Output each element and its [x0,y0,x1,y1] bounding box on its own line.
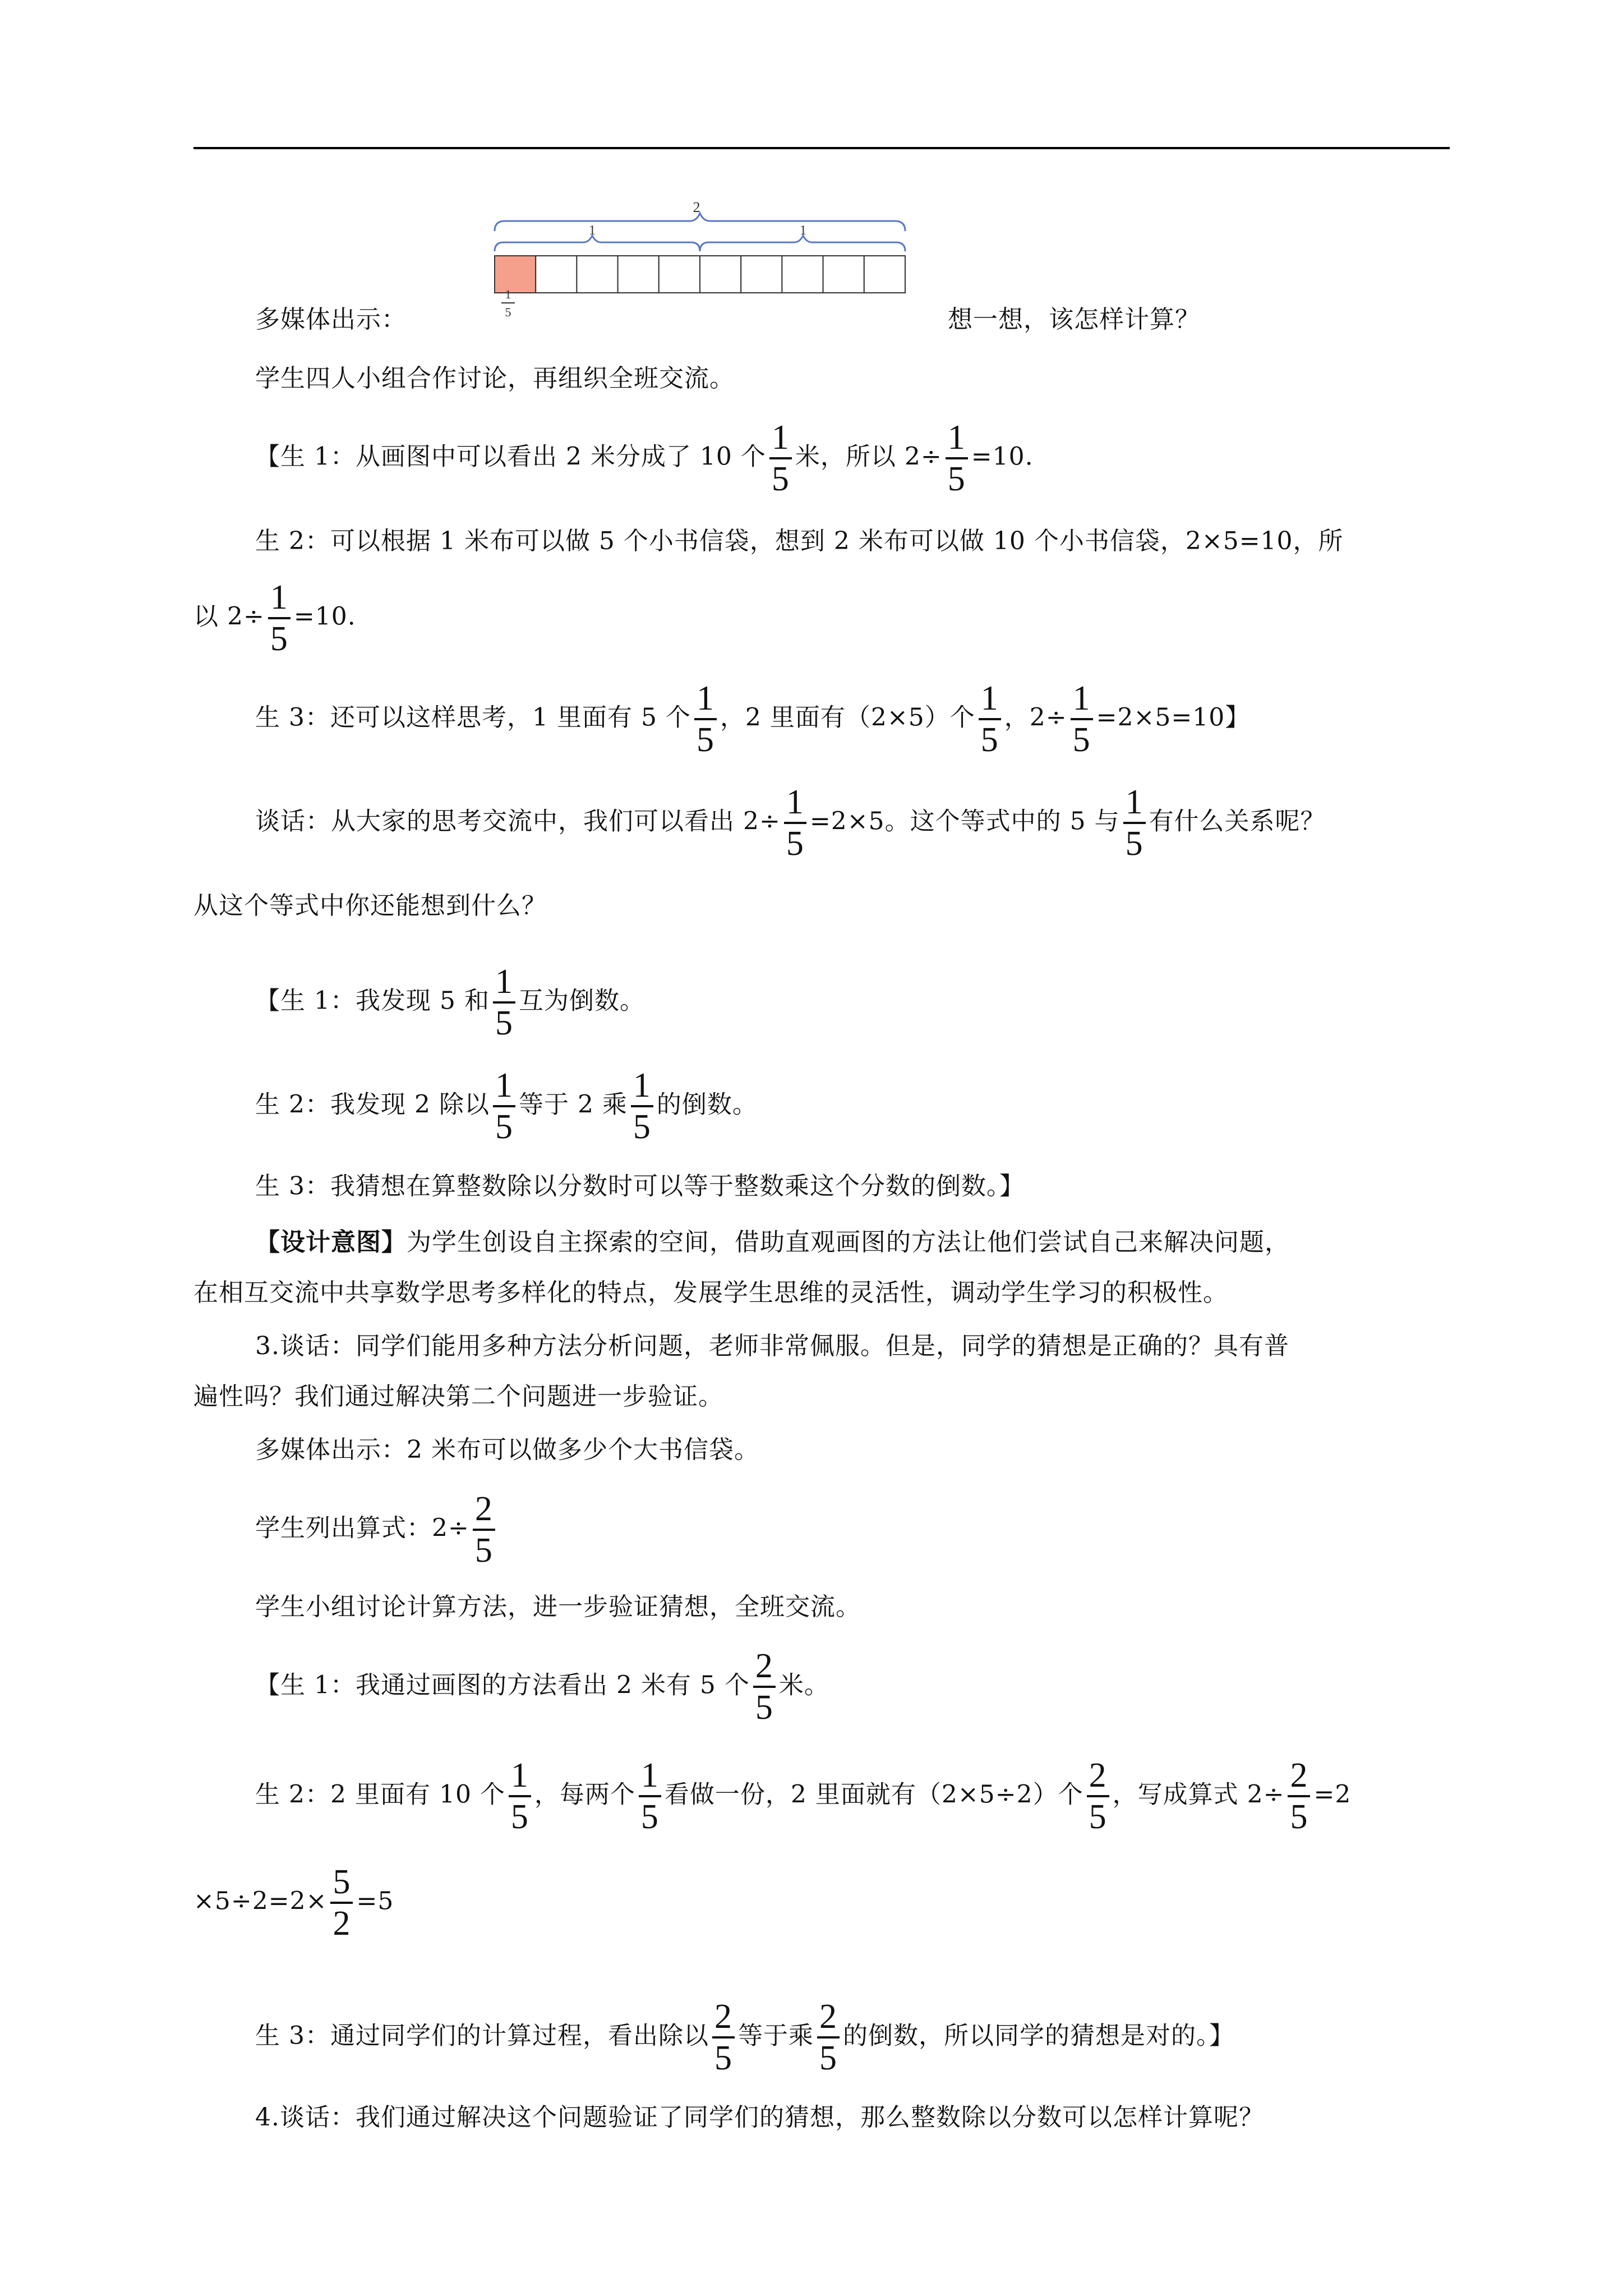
text: 多媒体出示：2 米布可以做多少个大书信袋。 [255,1435,759,1464]
text: =2 [1313,1780,1352,1809]
denominator: 5 [270,620,288,658]
text-line [255,1066,758,1147]
text: 有什么关系呢？ [1149,807,1326,836]
text-line [255,1433,759,1467]
text-line [193,1862,394,1943]
text-line [193,889,547,923]
denominator: 5 [474,1531,493,1570]
text-line [255,1226,1290,1259]
denominator: 5 [1125,825,1144,863]
text: 【生 1：我通过画图的方法看出 2 米有 5 个 [255,1671,750,1700]
denominator: 5 [714,2039,732,2077]
denominator: 5 [819,2039,837,2077]
text: ，写成算式 2÷ [1112,1780,1285,1809]
bar-segment [823,256,864,293]
text: 生 3：我猜想在算整数除以分数时可以等于整数乘这个分数的倒数。】 [255,1172,1025,1200]
text: 米，所以 2÷ [795,442,942,471]
denominator: 2 [333,1904,351,1943]
header-rule [193,147,1450,149]
numerator: 1 [946,418,968,459]
denominator: 5 [980,721,999,759]
fraction-bar-diagram [488,202,914,331]
text: 学生四人小组合作讨论，再组织全班交流。 [255,364,735,393]
text: =5 [356,1887,394,1916]
text: 3.谈话：同学们能用多种方法分析问题，老师非常佩服。但是，同学的猜想是正确的？具有普 [255,1332,1289,1360]
text: 生 2：可以根据 1 米布可以做 5 个小书信袋，想到 2 米布可以做 10 个小书信袋，2×5=10，所 [255,527,1344,555]
numerator: 2 [817,1997,840,2039]
half-label-2: 1 [800,223,806,238]
fraction [1288,1756,1310,1837]
text: 的倒数，所以同学的猜想是对的。】 [842,2021,1234,2050]
text: 生 2：我发现 2 除以 [255,1090,490,1119]
numerator: 1 [509,1756,531,1797]
denominator: 5 [495,1108,513,1146]
text: ，2 里面有（2×5）个 [720,703,975,732]
numerator: 1 [784,783,806,824]
text: 生 2：2 里面有 10 个 [255,1780,505,1809]
denominator: 5 [510,1798,529,1836]
text: 从这个等式中你还能想到什么？ [193,891,547,920]
bar-segment [700,256,741,293]
fraction [509,1756,531,1837]
fraction [784,783,806,863]
fraction [330,1862,353,1943]
fraction [694,679,717,760]
text-line [255,362,735,395]
text: ×5÷2=2× [193,1887,328,1916]
bar-segment [536,256,577,293]
bar-segment [618,256,659,293]
text-line [255,1489,499,1570]
text-line [255,1646,829,1727]
text: 互为倒数。 [518,986,645,1015]
text: 等于 2 乘 [518,1090,628,1119]
fraction [979,679,1001,760]
text-line [948,303,1200,337]
fraction [268,578,291,659]
half-label-1: 1 [589,223,596,238]
text-line [255,303,407,337]
text-line [255,1329,1289,1363]
text: =10. [293,602,356,631]
denominator: 5 [947,460,966,498]
numerator: 2 [712,1997,735,2039]
numerator: 1 [639,1756,661,1797]
bar-segment [495,256,536,293]
numerator: 2 [1087,1756,1109,1797]
text: 学生小组讨论计算方法，进一步验证猜想，全班交流。 [255,1593,861,1621]
text: 【生 1：我发现 5 和 [255,986,490,1015]
denominator: 5 [640,1798,659,1836]
half-brace-2 [700,236,905,251]
fraction [946,418,968,499]
total-brace [495,213,905,231]
denominator: 5 [755,1688,773,1727]
text-line [193,1276,1228,1310]
numerator: 1 [979,679,1001,720]
bar-segments [495,256,905,293]
text: 学生列出算式：2÷ [255,1513,469,1543]
text: =2×5。这个等式中的 5 与 [809,807,1120,836]
bar-segment [782,256,823,293]
design-intent-heading: 【设计意图】 [255,1228,407,1257]
text: 在相互交流中共享数学思考多样化的特点，发展学生思维的灵活性，调动学生学习的积极性。 [193,1278,1228,1307]
text-line [255,1997,1234,2078]
denominator: 5 [786,825,804,863]
bar-segment [577,256,617,293]
total-label: 2 [693,202,700,215]
numerator: 1 [268,578,291,619]
numerator: 5 [330,1862,353,1904]
text-line [255,783,1326,863]
text: =10. [971,442,1034,471]
text: 的倒数。 [656,1090,758,1119]
text: 为学生创设自主探索的空间，借助直观画图的方法让他们尝试自己来解决问题， [407,1228,1290,1257]
unit-fraction-den: 5 [505,305,511,319]
text-line [255,2101,1264,2134]
denominator: 5 [696,721,714,759]
text-line [255,418,1034,499]
fraction [753,1646,776,1727]
text: 生 3：还可以这样思考，1 里面有 5 个 [255,703,691,732]
numerator: 1 [1123,783,1146,824]
text: 谈话：从大家的思考交流中，我们可以看出 2÷ [255,807,781,836]
bar-segment [659,256,700,293]
numerator: 2 [473,1489,495,1531]
text-line [193,1380,723,1414]
text: 生 3：通过同学们的计算过程，看出除以 [255,2021,709,2050]
text: =2×5=10】 [1096,703,1251,732]
fraction [769,418,792,499]
fraction [473,1489,495,1570]
denominator: 5 [1089,1798,1107,1836]
text-line [255,962,645,1043]
text-line [255,524,1344,558]
numerator: 1 [694,679,717,720]
numerator: 1 [493,962,515,1004]
text: 遍性吗？我们通过解决第二个问题进一步验证。 [193,1382,723,1411]
denominator: 5 [771,460,790,498]
denominator: 5 [1072,721,1091,759]
text-line [255,679,1250,760]
text: 看做一份，2 里面就有（2×5÷2）个 [664,1780,1083,1809]
fraction [817,1997,840,2078]
numerator: 2 [753,1646,776,1688]
text-line [255,1170,1025,1203]
bar-segment [741,256,782,293]
text: 多媒体出示： [255,305,407,334]
fraction [1087,1756,1109,1837]
text: 想一想，该怎样计算？ [948,305,1200,334]
text-line [255,1590,861,1624]
numerator: 2 [1288,1756,1310,1797]
fraction [712,1997,735,2078]
text: ，每两个 [534,1780,635,1809]
text: 4.谈话：我们通过解决这个问题验证了同学们的猜想，那么整数除以分数可以怎样计算呢？ [255,2103,1264,2132]
text-line [193,578,356,659]
fraction [1071,679,1093,760]
fraction [639,1756,661,1837]
numerator: 1 [631,1066,653,1107]
denominator: 5 [1290,1798,1308,1836]
fraction [493,1066,515,1147]
text: 以 2÷ [193,602,265,631]
text: ，2÷ [1004,703,1067,732]
text: 【生 1：从画图中可以看出 2 米分成了 10 个 [255,442,766,471]
fraction [493,962,515,1043]
unit-fraction-num: 1 [505,287,511,301]
denominator: 5 [633,1108,651,1146]
numerator: 1 [769,418,792,459]
half-brace-1 [495,236,700,251]
text: 米。 [778,1671,829,1700]
numerator: 1 [1071,679,1093,720]
text-line [255,1756,1351,1837]
text: 等于乘 [737,2021,814,2050]
bar-segment [864,256,905,293]
numerator: 1 [493,1066,515,1107]
fraction [1123,783,1146,863]
fraction [631,1066,653,1147]
denominator: 5 [495,1004,513,1042]
